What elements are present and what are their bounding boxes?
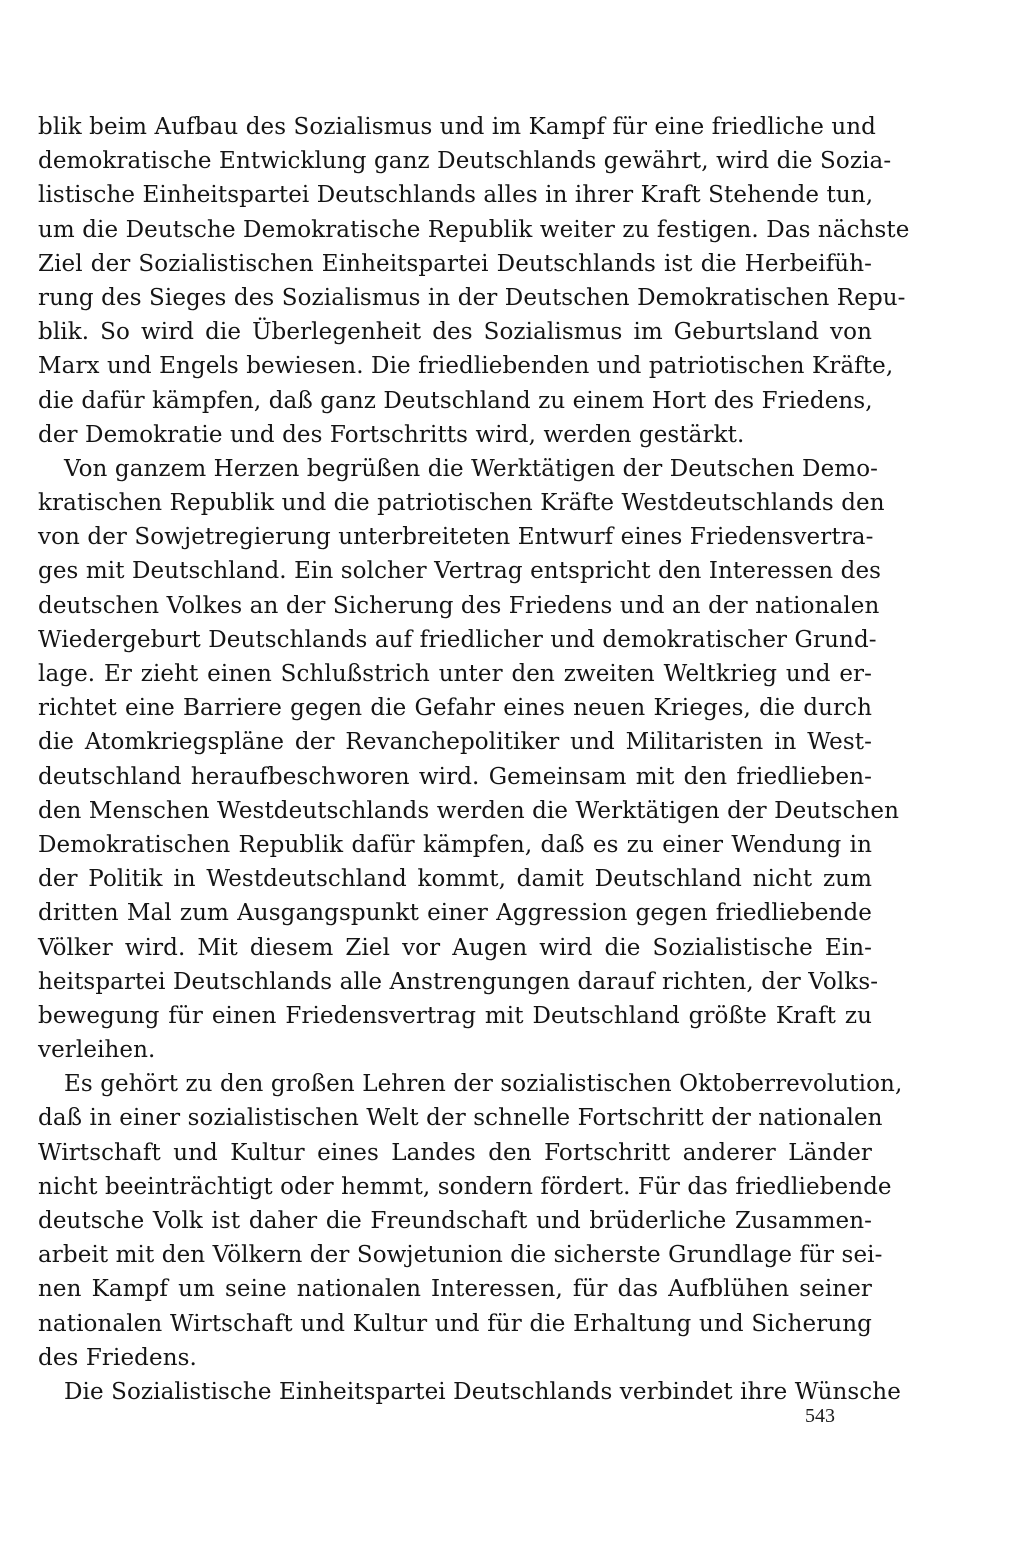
- text-line: deutschland heraufbeschworen wird. Gemeinsam mit den friedlieben-: [38, 763, 872, 790]
- page-number: 543: [805, 1405, 835, 1427]
- text-line: Von ganzem Herzen begrüßen die Werktätigen der Deutschen Demo-: [64, 455, 879, 482]
- text-line: lage. Er zieht einen Schlußstrich unter den zweiten Weltkrieg und er-: [38, 661, 872, 687]
- text-line: um die Deutsche Demokratische Republik weiter zu festigen. Das nächste: [38, 216, 910, 243]
- text-line: arbeit mit den Völkern der Sowjetunion die sicherste Grundlage für sei-: [38, 1242, 883, 1269]
- body-text: [38, 110, 910, 1409]
- text-line: listische Einheitspartei Deutschlands alles in ihrer Kraft Stehende tun,: [38, 182, 874, 209]
- text-line: Marx und Engels bewiesen. Die friedliebenden und patriotischen Kräfte,: [38, 353, 894, 380]
- text-line: nicht beeinträchtigt oder hemmt, sondern fördert. Für das friedliebende: [38, 1173, 892, 1200]
- text-line: Demokratischen Republik dafür kämpfen, daß es zu einer Wendung in: [38, 831, 872, 858]
- text-line: heitspartei Deutschlands alle Anstrengungen darauf richten, der Volks-: [38, 968, 879, 995]
- text-line: deutsche Volk ist daher die Freundschaft und brüderliche Zusammen-: [38, 1208, 872, 1234]
- text-line: blik. So wird die Überlegenheit des Sozialismus im Geburtsland von: [38, 319, 872, 346]
- text-line: bewegung für einen Friedensvertrag mit Deutschland größte Kraft zu: [38, 1002, 872, 1029]
- text-line: Ziel der Sozialistischen Einheitspartei Deutschlands ist die Herbeifüh-: [38, 250, 872, 277]
- text-line: rung des Sieges des Sozialismus in der Deutschen Demokratischen Repu-: [38, 284, 906, 311]
- text-line: Es gehört zu den großen Lehren der sozialistischen Oktoberrevolution,: [64, 1071, 903, 1098]
- text-line: die Atomkriegspläne der Revanchepolitiker und Militaristen in West-: [38, 729, 872, 756]
- text-line: ges mit Deutschland. Ein solcher Vertrag entspricht den Interessen des: [38, 558, 882, 585]
- text-line: Wiedergeburt Deutschlands auf friedlicher und demokratischer Grund-: [38, 626, 877, 653]
- text-line: Die Sozialistische Einheitspartei Deutschlands verbindet ihre Wünsche: [64, 1378, 901, 1405]
- text-line: Völker wird. Mit diesem Ziel vor Augen wird die Sozialistische Ein-: [38, 934, 872, 961]
- text-line: kratischen Republik und die patriotischen Kräfte Westdeutschlands den: [38, 490, 885, 517]
- text-line: den Menschen Westdeutschlands werden die Werktätigen der Deutschen: [38, 797, 900, 824]
- text-line: dritten Mal zum Ausgangspunkt einer Aggression gegen friedliebende: [38, 900, 872, 927]
- text-line: der Politik in Westdeutschland kommt, damit Deutschland nicht zum: [38, 866, 872, 893]
- text-line: von der Sowjetregierung unterbreiteten Entwurf eines Friedensvertra-: [38, 524, 874, 551]
- text-line: blik beim Aufbau des Sozialismus und im Kampf für eine friedliche und: [38, 114, 876, 140]
- text-line: daß in einer sozialistischen Welt der schnelle Fortschritt der nationalen: [38, 1105, 883, 1132]
- text-line: nationalen Wirtschaft und Kultur und für die Erhaltung und Sicherung: [38, 1310, 872, 1337]
- text-line: demokratische Entwicklung ganz Deutschlands gewährt, wird die Sozia-: [38, 148, 892, 175]
- text-line: der Demokratie und des Fortschritts wird, werden gestärkt.: [38, 421, 745, 448]
- text-line: deutschen Volkes an der Sicherung des Friedens und an der nationalen: [38, 592, 880, 619]
- text-line: die dafür kämpfen, daß ganz Deutschland zu einem Hort des Friedens,: [38, 387, 873, 414]
- text-line: des Friedens.: [38, 1344, 197, 1371]
- text-line: verleihen.: [38, 1037, 156, 1064]
- text-line: richtet eine Barriere gegen die Gefahr eines neuen Krieges, die durch: [38, 695, 872, 722]
- text-line: nen Kampf um seine nationalen Interessen, für das Aufblühen seiner: [38, 1276, 872, 1303]
- text-line: Wirtschaft und Kultur eines Landes den Fortschritt anderer Länder: [38, 1139, 872, 1166]
